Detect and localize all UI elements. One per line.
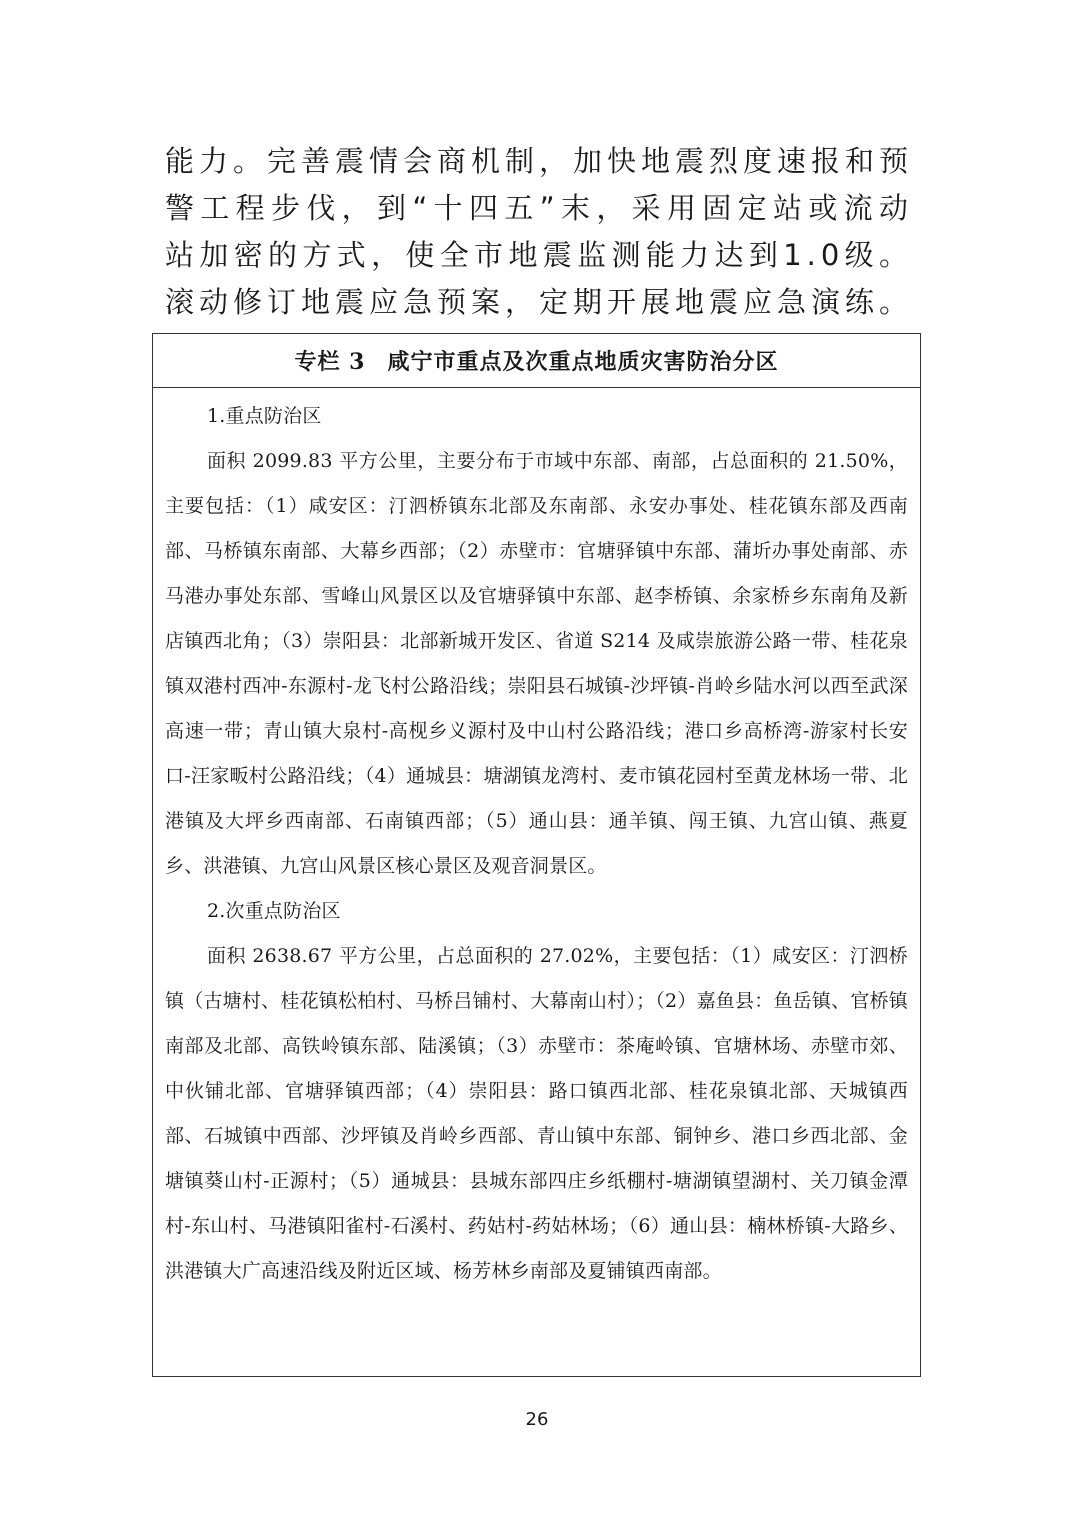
section-body-secondary-zone: 面积 2638.67 平方公里，占总面积的 27.02%，主要包括：（1）咸安区：汀泗桥镇（古塘村、桂花镇松柏村、马桥吕铺村、大幕南山村）；（2）嘉鱼县：鱼岳镇、官桥镇南部及北部、高铁岭镇东部、陆溪镇；（3）赤壁市：茶庵岭镇、官塘林场、赤壁市郊、中伙铺北部、官塘驿镇西部；（4）崇阳县：路口镇西北部、桂花泉镇北部、天城镇西部、石城镇中西部、沙坪镇及肖岭乡西部、青山镇中东部、铜钟乡、港口乡西北部、金塘镇葵山村-正源村；（5）通城县：县城东部四庄乡纸棚村-塘湖镇望湖村、关刀镇金潭村-东山村、马港镇阳雀村-石溪村、药姑村-药姑林场；（6）通山县：楠林桥镇-大路乡、洪港镇大广高速沿线及附近区域、杨芳林乡南部及夏铺镇西南部。	[165, 945, 908, 1282]
page-number: 26	[525, 1409, 549, 1430]
column-box	[152, 333, 921, 1377]
section-heading-key-zone: 1.重点防治区	[207, 405, 322, 427]
column-title: 咸宁市重点及次重点地质灾害防治分区	[387, 349, 779, 375]
column-title-bar	[153, 334, 920, 388]
intro-paragraph: 能力。完善震情会商机制，加快地震烈度速报和预警工程步伐，到“十四五”末，采用固定站或流动站加密的方式，使全市地震监测能力达到1.0级。滚动修订地震应急预案，定期开展地震应急演练。	[165, 144, 914, 319]
section-heading-secondary-zone: 2.次重点防治区	[207, 900, 341, 922]
column-number: 专栏 3	[294, 349, 366, 375]
column-body	[153, 388, 920, 1294]
section-body-key-zone: 面积 2099.83 平方公里，主要分布于市域中东部、南部，占总面积的 21.50%，主要包括：（1）咸安区：汀泗桥镇东北部及东南部、永安办事处、桂花镇东部及西南部、马桥镇东南部、大幕乡西部；（2）赤壁市：官塘驿镇中东部、蒲圻办事处南部、赤马港办事处东部、雪峰山风景区以及官塘驿镇中东部、赵李桥镇、余家桥乡东南角及新店镇西北角；（3）崇阳县：北部新城开发区、省道 S214 及咸崇旅游公路一带、桂花泉镇双港村西冲-东源村-龙飞村公路沿线；崇阳县石城镇-沙坪镇-肖岭乡陆水河以西至武深高速一带；青山镇大泉村-高枧乡义源村及中山村公路沿线；港口乡高桥湾-游家村长安口-汪家畈村公路沿线；（4）通城县：塘湖镇龙湾村、麦市镇花园村至黄龙林场一带、北港镇及大坪乡西南部、石南镇西部；（5）通山县：通羊镇、闯王镇、九宫山镇、燕夏乡、洪港镇、九宫山风景区核心景区及观音洞景区。	[165, 450, 908, 877]
